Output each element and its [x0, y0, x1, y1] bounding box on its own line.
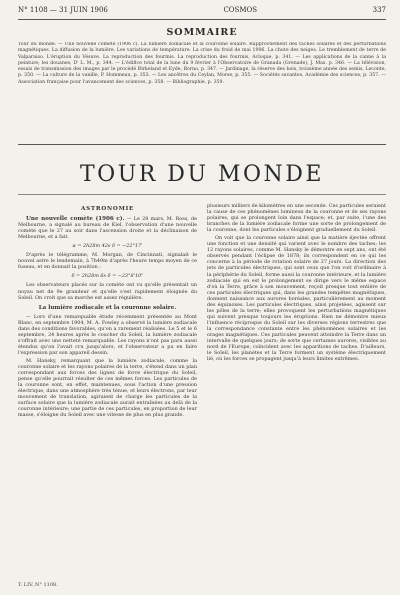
article-title: Une nouvelle comète (1906 c). [26, 216, 125, 223]
formula: α = 2h28m 42s δ = −22°17' [72, 243, 143, 250]
formula: δ = 2h28m 6s δ = −23°8'10" [71, 273, 144, 280]
issue-number: N° 1108 — 31 JUIN 1906 [18, 6, 108, 14]
article-paragraph: D'après le télégramme, M. Morgan, de Cincinnati, signalait le nouvel astre le lendemain, à 7h49m d'après l'heure temps moyen de ce fuseau, et en donnait la position : [18, 252, 197, 271]
page-footer: T. LIV. N° 1108. [18, 582, 58, 588]
section-banner: TOUR DU MONDE [18, 162, 386, 195]
article-text: — Le 28 mars, M. Ross, de Melbourne, a signalé au bureau de Kiel, l'observation d'une nouvelle comète que le 27 au soir dans l'ascension droite et la déclinaison de Melbourne, et a fait. [18, 216, 197, 241]
section-divider [18, 144, 386, 145]
article-paragraph [18, 216, 197, 240]
sommaire-heading: SOMMAIRE [166, 27, 238, 38]
journal-page [18, 6, 386, 588]
article-paragraph: On voit que la couronne solaire ainsi que la matière éjectée offrent une fonction et une densité qui varient avec le nombre des taches; les 12 rayons solaires, comme M. Hansky le démontre en sept ans, ont été observés pendant l'éclipse de 1878; ils correspondent en ce qui les concerne à la période de rotation solaire de 27 jours. La direction des jets de particules électriques, qui sont ceux que l'on voit d'ordinaire à la périphérie du Soleil, forme aussi la couronne intérieure, et la lumière zodiacale qui en est le prolongement se dirige vers le même espace d'où la Terre, grâce à son mouvement, reçoit presque tout entière de ces particules électriques qui, dans les grandes tempêtes magnétiques, donnent naissance aux aurores boréales, particulièrement au moment des équinoxes. Les particules électriques, ainsi projetées, agissent sur les pôles de la terre; elles provoquent les perturbations magnétiques qui suivent presque toujours les éruptions. Rien ne démontre mieux l'influence réciproque du Soleil sur les diverses régions terrestres que la correspondance constante entre les phénomènes solaires et les orages magnétiques. Ces particules peuvent atteindre la Terre dans un intervalle de quelques jours; de sorte que certaines aurores, visibles au nord de l'Europe, coïncident avec les apparitions de taches. D'ailleurs, le Soleil, les planètes et la Terre forment un système électriquement lié, où les forces se propagent jusqu'à leurs limites extrêmes. [207, 235, 386, 363]
running-header [18, 6, 386, 20]
article-paragraph: plusieurs milliers de kilomètres en une seconde. Ces particules seraient la cause de ces phénomènes lumineux de la couronne et de ses rayons polaires, qui se prolongent loin dans l'espace; et, par suite, l'une des branches de la lumière zodiacale forme une sorte de prolongement de la couronne, dont les particules s'éloignent graduellement du Soleil. [207, 203, 386, 234]
sommaire-text: Tour du monde. — Une nouvelle comète (1906 c). La lumière zodiacale et la couronne solaire. Rapprochement des taches solaires et des perturbations magnétiques. La diffusion de la lumière. Les variations de température. La crise du froid de mai 1906. La chute des neiges. Le tremblement de terre de Valparaiso. L'éruption du Vésuve. La reproduction des fourmis. La reproduction des fourmis, Acloque, p. 341. — Les applications de la canne à la peinture; les douanes, D' L. M., p. 344. — L'édifice total de la lune du 9 février à l'Observatoire de Granada (Grenade), J. Mas. p. 346. — La télévision, essais de transmission des images par le procédé Birkeland et Eyde, Borno, p. 347. — Jardinage, la réserve des bois, troisième année des semis, Leconte, p. 350. — La culture de la vanille, P. Hommeau, p. 353. — Les ancêtres du Ceylan, Morse, p. 355. — Sociétés savantes, Académie des sciences, p. 357. — Association française pour l'avancement des sciences, p. 358. — Bibliographie, p. 359. [18, 42, 386, 85]
rubric-heading: ASTRONOMIE [80, 206, 135, 212]
article-paragraph: — Lors d'une remarquable étude récemment présentée au Mont Blanc, en septembre 1904, M. A. Fowley a observé la lumière zodiacale dans des conditions favorables, qu'on a rarement réalisées. Le 5 et le 6 septembre, 24 heures après le coucher du Soleil, la lumière zodiacale s'offrait avec une netteté remarquable. Les rayons n'ont pas paru aussi étendus qu'on l'avait cru jusqu'alors, et l'observateur a pu en faire l'expression par son appareil dessin. [18, 313, 197, 356]
journal-name: COSMOS [223, 6, 258, 14]
article-paragraph: Les observateurs placés sur la comète ont vu qu'elle présentait un noyau net de 9e grandeur et qu'elle s'est rapidement éloignée du Soleil. On croit que sa marche est assez régulière. [18, 282, 197, 301]
section-title: La lumière zodiacale et la couronne solaire. [38, 304, 177, 311]
article-columns [18, 203, 386, 595]
article-paragraph: M. Hansky, remarquant que la lumière zodiacale, comme la couronne solaire et les rayons polaires de la terre, s'étend dans un plan correspondant aux forces des lignes de force électrique du Soleil, pense qu'elle pourrait résulter de ces mêmes forces. Les particules de la couronne sont, en effet, maintenues, sous l'action d'une pression électrique, dans une atmosphère très ténue, et leurs électrons, par leur mouvement de translation, agiraient de charge les particules de la surface solaire que la lumière zodiacale aurait entraînées au delà de la couronne intérieure; une partie de ces particules, en proportion de leur masse, s'éloigne du Soleil avec une vitesse de plus en plus grande. [18, 357, 197, 419]
page-number: 337 [372, 6, 386, 14]
right-column [207, 203, 386, 595]
left-column [18, 203, 197, 595]
